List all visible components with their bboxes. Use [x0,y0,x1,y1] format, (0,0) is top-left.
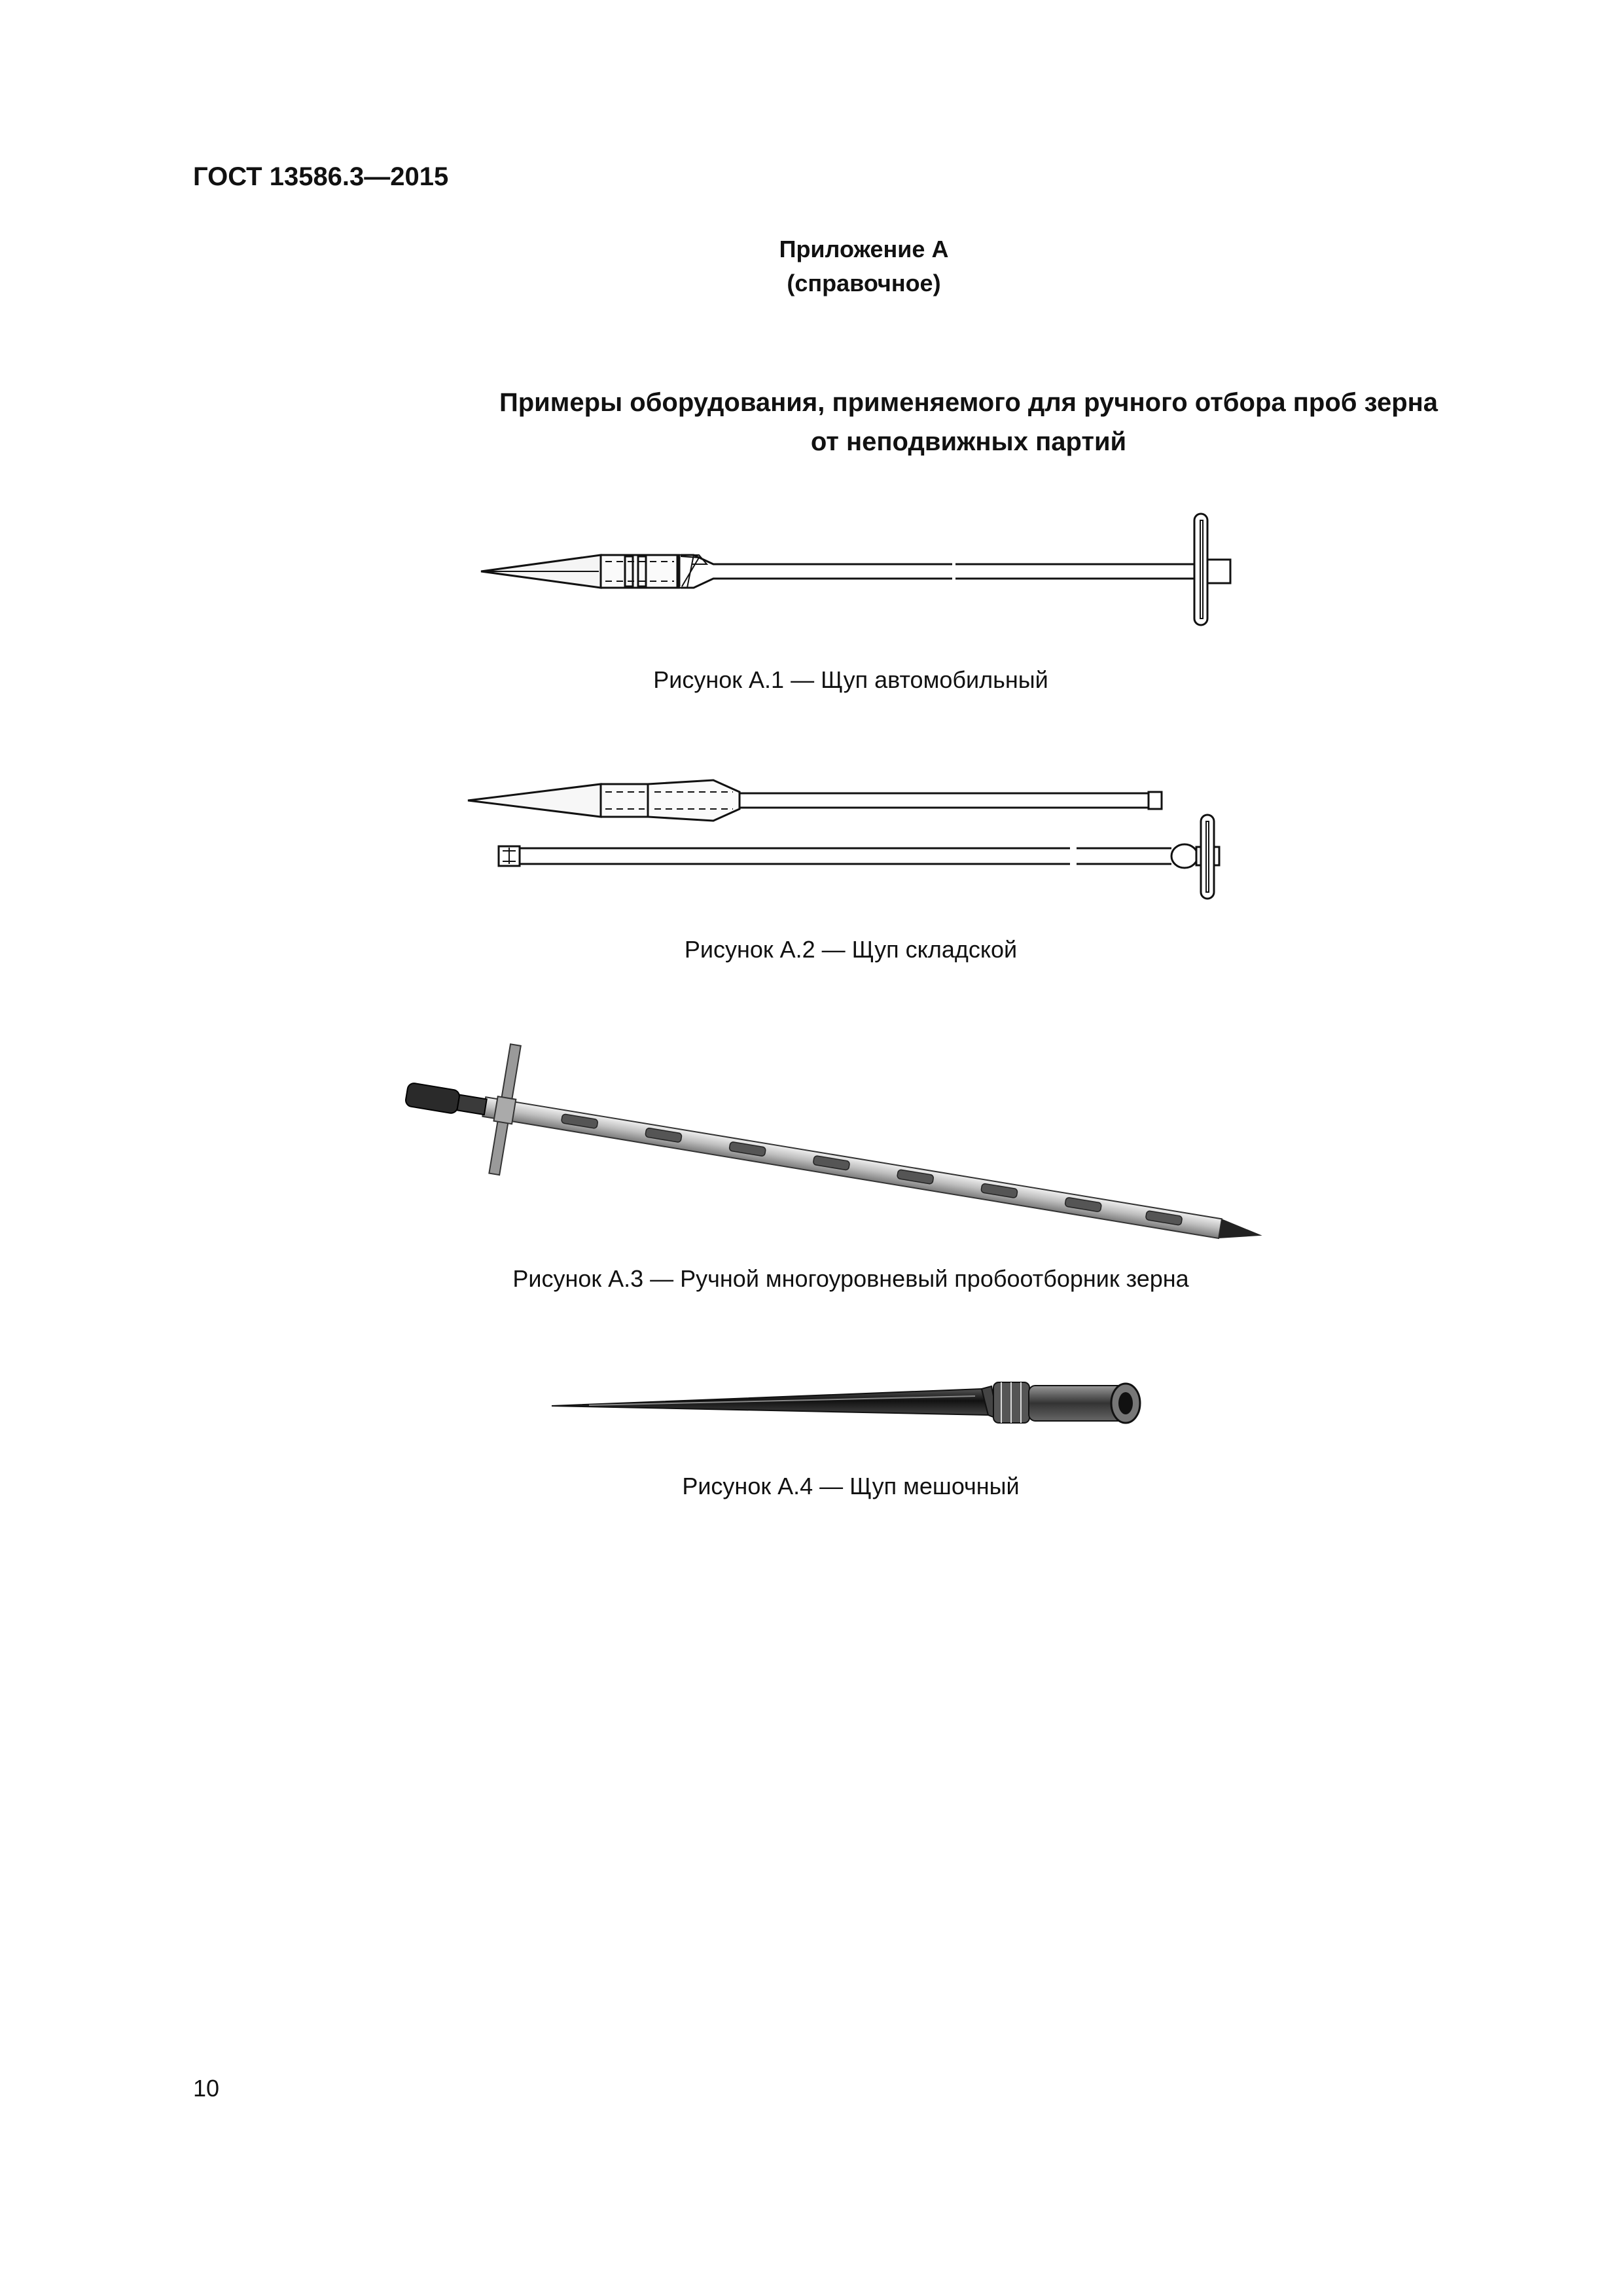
figure-caption-1: Рисунок А.1 — Щуп автомобильный [653,666,1048,693]
page-number: 10 [193,2075,220,2102]
figure-caption-4: Рисунок А.4 — Щуп мешочный [682,1473,1020,1499]
appendix-label: Приложение А [779,236,949,262]
figure-caption-3: Рисунок А.3 — Ручной многоуровневый пробоотборник зерна [512,1265,1189,1292]
title-line-2: от неподвижных партий [810,427,1127,456]
title-line-1: Примеры оборудования, применяемого для ручного отбора проб зерна [499,388,1438,417]
document-code: ГОСТ 13586.3—2015 [193,162,449,191]
appendix-heading [0,232,1623,300]
figure-caption-2: Рисунок А.2 — Щуп складской [684,936,1018,963]
page-title [0,383,1623,461]
appendix-type: (справочное) [787,270,941,296]
